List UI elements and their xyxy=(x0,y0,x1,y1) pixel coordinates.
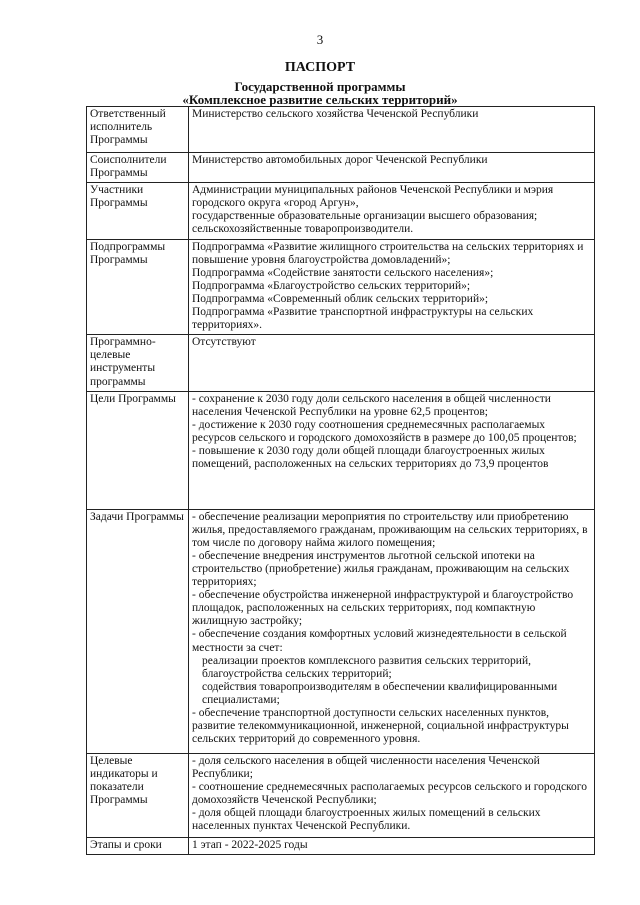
content-line: реализации проектов комплексного развития сельских территорий, благоустройства сельских территорий; xyxy=(202,654,531,680)
content-line: 1 этап - 2022-2025 годы xyxy=(192,838,308,851)
content-line: Подпрограмма «Благоустройство сельских территорий»; xyxy=(192,279,471,292)
content-line: Подпрограмма «Современный облик сельских территорий»; xyxy=(192,292,489,305)
row-subprograms xyxy=(87,239,595,335)
content-line: - обеспечение создания комфортных условий жизнедеятельности в сельской местности за счет: xyxy=(192,628,567,654)
row-stages xyxy=(87,837,595,854)
row-tasks xyxy=(87,509,595,753)
content-line: - обеспечение обустройства инженерной инфраструктурой и благоустройство площадок, расположенных на сельских территориях, под компактную жилищную застройку; xyxy=(192,589,574,628)
row-label: Участники Программы xyxy=(87,183,189,239)
row-content xyxy=(189,183,595,239)
row-content xyxy=(189,837,595,854)
content-line: государственные образовательные организации высшего образования; xyxy=(192,210,538,223)
row-label: Задачи Программы xyxy=(87,509,189,753)
content-line: - сохранение к 2030 году доли сельского населения в общей численности населения Чеченской Республики на уровне 62,5 процентов; xyxy=(192,392,551,418)
content-line: - повышение к 2030 году доли общей площади благоустроенных жилых помещений, расположенных на сельских территориях до 73,9 процентов xyxy=(192,444,549,471)
content-line: Министерство автомобильных дорог Чеченской Республики xyxy=(192,154,488,166)
content-line: сельскохозяйственные товаропроизводители. xyxy=(192,223,414,236)
row-responsible xyxy=(87,107,595,153)
row-content xyxy=(189,335,595,391)
content-line: - достижение к 2030 году соотношения среднемесячных располагаемых ресурсов сельского и городского домохозяйств в размере до 100,05 процентов; xyxy=(192,418,577,444)
row-content xyxy=(189,153,595,183)
row-content xyxy=(189,753,595,837)
content-line: Администрации муниципальных районов Чеченской Республики и мэрия городского округа «город Аргун», xyxy=(192,184,554,210)
page-number: 3 xyxy=(316,32,324,47)
content-line: - обеспечение транспортной доступности сельских населенных пунктов, развитие телекоммуникационной, инженерной, социальной инфраструктуры сельских территорий до современного уровня. xyxy=(192,707,569,746)
content-line: содействия товаропроизводителям в обеспечении квалифицированными специалистами; xyxy=(202,680,558,706)
passport-table xyxy=(86,106,595,855)
row-label: Подпрограммы Программы xyxy=(87,239,189,335)
row-label: Этапы и сроки xyxy=(87,837,189,854)
row-coexecutors xyxy=(87,153,595,183)
row-content xyxy=(189,509,595,753)
content-line: - доля сельского населения в общей численности населения Чеченской Республики; xyxy=(192,754,540,780)
row-label: Целевые индикаторы и показатели Программы xyxy=(87,753,189,837)
content-line: Подпрограмма «Содействие занятости сельского населения»; xyxy=(192,266,494,279)
content-line: - соотношение среднемесячных располагаемых ресурсов сельского и городского домохозяйств Чеченской Республики; xyxy=(192,780,587,806)
row-goals xyxy=(87,391,595,509)
row-label: Ответственный исполнитель Программы xyxy=(87,107,189,153)
row-instruments xyxy=(87,335,595,391)
content-line: - обеспечение реализации мероприятия по строительству или приобретению жилья, предоставляемого гражданам, проживающим на сельских территориях, в том числе по договору найма жилого помещения; xyxy=(192,510,588,549)
content-line: Отсутствуют xyxy=(192,336,256,349)
row-participants xyxy=(87,183,595,239)
content-line: - обеспечение внедрения инструментов льготной сельской ипотеки на строительство (приобретение) жилья гражданам, проживающим на сельских территориях; xyxy=(192,549,570,589)
document-title: ПАСПОРТ xyxy=(284,60,356,75)
row-label: Цели Программы xyxy=(87,391,189,509)
row-label: Программно-целевые инструменты программы xyxy=(87,335,189,391)
document-subtitle xyxy=(0,80,640,106)
row-content xyxy=(189,107,595,153)
row-indicators xyxy=(87,753,595,837)
subtitle-line-2: «Комплексное развитие сельских территорий» xyxy=(182,92,458,107)
content-line: Подпрограмма «Развитие транспортной инфраструктуры на сельских территориях». xyxy=(192,306,534,332)
row-label: Соисполнители Программы xyxy=(87,153,189,183)
content-line: Министерство сельского хозяйства Чеченской Республики xyxy=(192,108,479,120)
row-content xyxy=(189,391,595,509)
row-content xyxy=(189,239,595,335)
content-line: Подпрограмма «Развитие жилищного строительства на сельских территориях и повышение уровня благоустройства домовладений»; xyxy=(192,240,584,266)
subtitle-line-1: Государственной программы xyxy=(234,79,406,94)
content-line: - доля общей площади благоустроенных жилых помещений в сельских населенных пунктах Чеченской Республики. xyxy=(192,806,541,833)
